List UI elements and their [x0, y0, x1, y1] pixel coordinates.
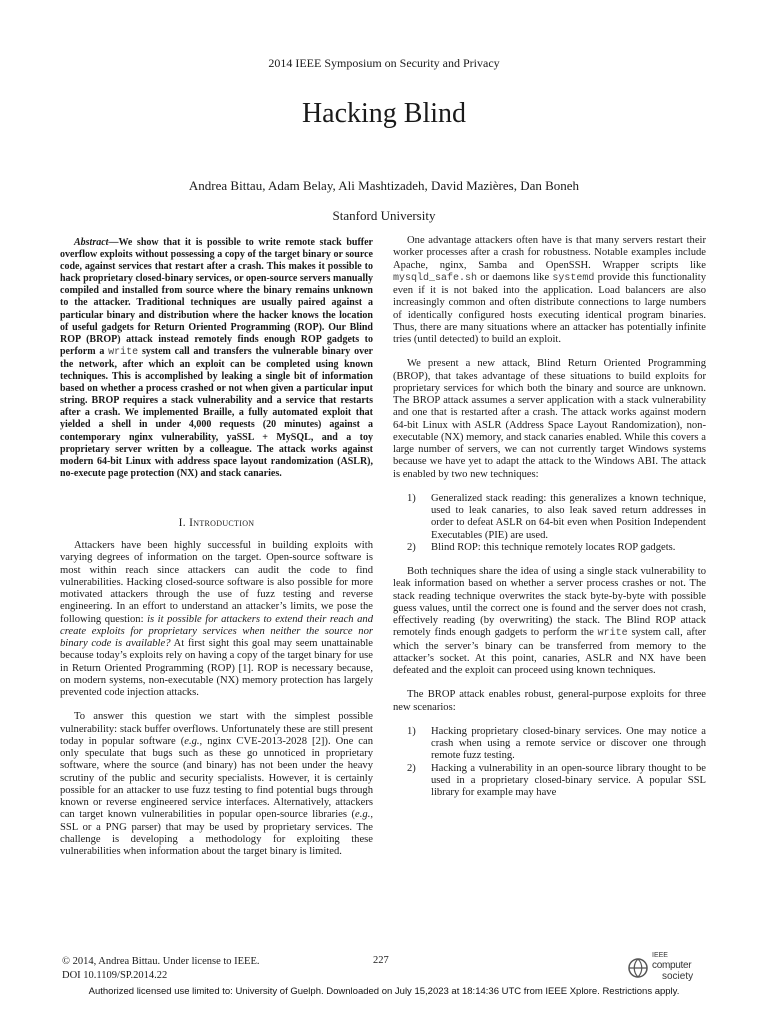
intro-paragraph-1: [60, 540, 373, 699]
page-number: 227: [373, 955, 389, 966]
list-item: [393, 763, 706, 800]
list-text: Blind ROP: this technique remotely locates ROP gadgets.: [431, 541, 676, 553]
doi: DOI 10.1109/SP.2014.22: [62, 970, 168, 981]
list-number: 2): [407, 762, 416, 774]
copyright: © 2014, Andrea Bittau. Under license to IEEE.: [62, 956, 260, 967]
section-heading: [60, 517, 373, 529]
logo-ieee: IEEE: [652, 952, 668, 959]
list-number: 1): [407, 492, 416, 504]
introduction-body: [60, 540, 373, 858]
intro-paragraph-2: [60, 711, 373, 858]
intro-p2-c: SSL or a PNG parser) that may be used by proprietary services. The challenge is developing a methodology for exploiting these vulnerabilities when information about the target binary is limited.: [60, 821, 373, 857]
author-list: Andrea Bittau, Adam Belay, Ali Mashtizadeh, David Mazières, Dan Boneh: [188, 178, 580, 193]
techniques-list: [393, 493, 706, 554]
list-text: Generalized stack reading: this generalizes a known technique, used to leak canaries, to also leak saved return addresses in order to defeat ASLR on 64-bit even when Position Independent Executables (PIE) are used.: [431, 492, 706, 541]
affiliation: Stanford University: [332, 208, 436, 223]
logo-society: society: [662, 971, 694, 982]
right-paragraph-4: The BROP attack enables robust, general-purpose exploits for three new scenarios:: [393, 689, 706, 713]
abstract-text-2: system call and transfers the vulnerable binary over the network, after which an exploit can be completed using known techniques. This is accomplished by leaking a single bit of information based on whether a process crashed or not when given a particular input string. BROP requires a stack vulnerability and a service that restarts after a crash. We implemented Braille, a fully automated exploit that yielded a shell in under 4,000 requests (20 minutes) against a contemporary nginx vulnerability, yaSSL + MySQL, and a toy proprietary server written by a colleague. The attack works against modern 64-bit Linux with address space layout randomization (ASLR), no-execute page protection (NX) and stack canaries.: [60, 345, 373, 479]
globe-icon: [626, 956, 650, 980]
section-number: I.: [178, 517, 186, 529]
ieee-computer-society-logo: [626, 952, 696, 982]
intro-p2-eg1: e.g.,: [184, 735, 203, 747]
list-number: 1): [407, 725, 416, 737]
section-title: Introduction: [189, 517, 255, 529]
intro-p1-b: At first sight this goal may seem unattainable because today’s exploits rely on having a copy of the target binary for use in Return Oriented Programming (ROP) [1]. ROP is necessary because, on modern systems, non-executable (NX) memory protection has largely prevented code injection attacks.: [60, 638, 374, 698]
abstract: [60, 237, 373, 480]
intro-p2-b: nginx CVE-2013-2028 [2]). One can only speculate that bugs such as these go unnoticed in proprietary software, where the source (and binary) has not been under the heavy scrutiny of the public and security specialists. However, it is certainly possible for an attacker to use fuzz testing to find potential bugs through known or reverse engineered service interfaces. Alternatively, attackers can target known vulnerabilities in popular open-source libraries (: [60, 735, 373, 821]
right-p1-code-mysqld: mysqld_safe.sh: [393, 272, 478, 284]
abstract-label: Abstract: [74, 237, 109, 248]
intro-p1-question: is it possible for attackers to extend their reach and create exploits for proprietary services when neither the source nor binary code is available?: [60, 613, 374, 649]
right-p3-code: write: [597, 628, 628, 640]
intro-p2-eg2: e.g.,: [355, 809, 373, 821]
list-text: Hacking proprietary closed-binary services. One may notice a crash when using a remote service or discover one through remote fuzz testing.: [431, 725, 706, 762]
abstract-code: write: [108, 346, 139, 358]
list-item: [393, 493, 706, 542]
license-notice: Authorized licensed use limited to: University of Guelph. Downloaded on July 15,2023 at 18:14:36 UTC from IEEE Xplore. Restrictions apply.: [88, 986, 680, 997]
right-column: [393, 235, 706, 811]
right-p1-a: One advantage attackers often have is that many servers restart their worker processes after a crash for robustness. Notable examples include Apache, nginx, Samba and OpenSSH. Wrapper scripts like: [393, 235, 706, 271]
right-paragraph-1: [393, 235, 706, 346]
conference-name: 2014 IEEE Symposium on Security and Privacy: [268, 56, 500, 70]
right-p3-b: system call, after which the server’s binary can be transferred from memory to the attacker’s socket. At this point, canaries, ASLR and NX have been defeated and the exploit can proceed using known techniques.: [393, 627, 706, 676]
list-number: 2): [407, 541, 416, 553]
abstract-text-1: —We show that it is possible to write remote stack buffer overflow exploits without possessing a copy of the target binary or source code, against services that restart after a crash. This makes it possible to hack proprietary closed-binary services, or open-source servers manually compiled and installed from source where the binary remains unknown to the attacker. Traditional techniques are usually paired against a particular binary and distribution where the hacker knows the location of useful gadgets for Return Oriented Programming (ROP). Our Blind ROP (BROP) attack instead remotely finds enough ROP gadgets to perform a: [60, 237, 373, 357]
copyright-block: [62, 955, 260, 983]
right-p1-c: provide this functionality even if it is not baked into the application. Load balancers are also increasingly common and often distribute connections to large numbers of identically configured hosts executing identical program binaries. Thus, there are many situations where an attacker has potentially infinite tries (until detected) to build an exploit.: [393, 271, 706, 345]
right-p1-b: or daemons like: [477, 271, 553, 283]
right-paragraph-3: [393, 566, 706, 677]
intro-p1-a: Attackers have been highly successful in building exploits with varying degrees of information on the target. Open-source software is most within reach since attackers can audit the code to find vulnerabilities. Hacking closed-source software is also possible for more motivated attackers through the use of fuzz testing and reverse engineering. In an effort to understand an attacker’s limits, we pose the following question:: [60, 540, 373, 625]
list-item: [393, 542, 706, 554]
right-p3-a: Both techniques share the idea of using a single stack vulnerability to leak information based on whether a server process crashes or not. The stack reading technique overwrites the stack byte-by-byte with possible guess values, until the correct one is found and the server does not crash, effectively reading (by overwriting) the stack. The Blind ROP attack remotely finds enough gadgets to perform the: [393, 566, 706, 639]
list-item: [393, 726, 706, 763]
list-text: Hacking a vulnerability in an open-source library thought to be used in a proprietary closed-binary service. A popular SSL library for example may have: [431, 762, 706, 798]
intro-p2-a: To answer this question we start with the simplest possible vulnerability: stack buffer overflows. Unfortunately these are still present today in popular software (: [60, 711, 373, 747]
right-paragraph-2: We present a new attack, Blind Return Oriented Programming (BROP), that takes advantage of these situations to build exploits for proprietary services for which both the binary and source are unknown. The BROP attack assumes a server application with a stack vulnerability and one that is restarted after a crash. The attack works against modern 64-bit Linux with ASLR (Address Space Layout Randomization), non-executable (NX) memory, and stack canaries enabled. While this covers a large number of servers, we can not currently target Windows systems because we have yet to adapt the attack to the Windows ABI. The attack is enabled by two new techniques:: [393, 358, 706, 480]
paper-title: Hacking Blind: [301, 98, 467, 129]
logo-computer: computer: [652, 960, 692, 971]
scenarios-list: [393, 726, 706, 800]
right-p1-code-systemd: systemd: [552, 272, 595, 284]
